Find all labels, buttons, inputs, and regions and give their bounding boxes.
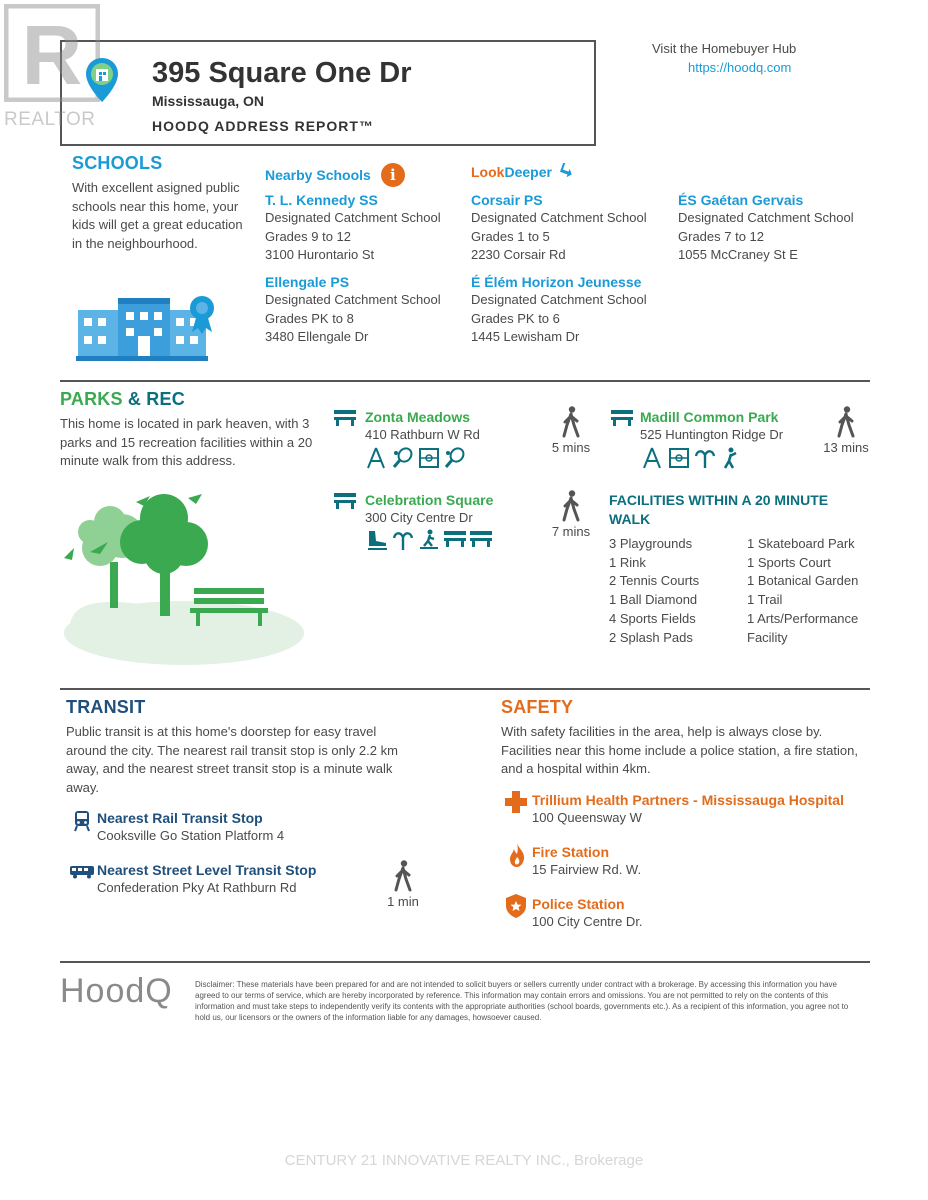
school-entry <box>265 273 465 347</box>
parks-description: This home is located in park heaven, with 3 parks and 15 recreation facilities within a 20 minute walk from this address. <box>60 416 313 468</box>
park-amenity-icons <box>366 529 490 549</box>
parks-title-a: PARKS <box>60 389 123 409</box>
facility-item: 4 Sports Fields <box>609 610 696 626</box>
facilities-left-col <box>609 535 747 647</box>
park-trees-illustration <box>60 488 308 673</box>
walking-person-icon <box>562 490 580 522</box>
bus-icon <box>70 865 94 884</box>
facility-item: 1 Ball Diamond <box>609 592 698 608</box>
svg-text:R: R <box>21 8 83 102</box>
tennis-icon <box>444 447 464 467</box>
school-name[interactable]: Ellengale PS <box>265 274 350 290</box>
safety-item-name[interactable]: Trillium Health Partners - Mississauga Hospital <box>532 792 844 808</box>
park-name[interactable]: Zonta Meadows <box>365 409 471 425</box>
walk-time-text: 7 mins <box>551 524 591 539</box>
street-stop-value: Confederation Pky At Rathburn Rd <box>97 880 297 895</box>
facilities-title: FACILITIES WITHIN A 20 MINUTE WALK <box>609 492 829 527</box>
school-address: 3100 Hurontario St <box>265 247 375 262</box>
park-address: 525 Huntington Ridge Dr <box>640 427 784 442</box>
school-address: 1445 Lewisham Dr <box>471 329 580 344</box>
tennis-icon <box>392 447 412 467</box>
divider-footer <box>60 961 870 963</box>
hospital-cross-icon <box>505 791 527 818</box>
ball-diamond-icon <box>720 447 740 467</box>
facility-item: 1 Skateboard Park <box>747 536 855 551</box>
parks-title <box>60 389 185 410</box>
brokerage-watermark: CENTURY 21 INNOVATIVE REALTY INC., Brokerage <box>284 1152 644 1169</box>
school-address: 1055 McCraney St E <box>678 247 798 262</box>
school-name[interactable]: ÉS Gaétan Gervais <box>678 192 804 208</box>
sports-field-icon <box>668 447 688 467</box>
walking-person-icon <box>562 406 580 438</box>
facilities-right-col <box>747 535 877 647</box>
lookdeeper-look: Look <box>471 163 505 180</box>
facility-item: 2 Tennis Courts <box>609 573 700 589</box>
facility-item: 2 Splash Pads <box>609 629 693 645</box>
park-address: 300 City Centre Dr <box>365 510 473 525</box>
playground-icon <box>366 447 386 467</box>
skateboard-icon <box>418 529 438 549</box>
school-name[interactable]: É Élém Horizon Jeunesse <box>471 274 642 290</box>
school-entry <box>471 273 671 347</box>
school-type: Designated Catchment School <box>471 292 647 307</box>
safety-item-address: 100 City Centre Dr. <box>532 914 643 929</box>
rail-stop-label: Nearest Rail Transit Stop <box>97 810 263 826</box>
walk-time-text: 13 mins <box>823 440 869 455</box>
report-label: HOODQ ADDRESS REPORT™ <box>152 118 374 134</box>
rail-stop-value: Cooksville Go Station Platform 4 <box>97 828 285 843</box>
splash-pad-icon <box>392 529 412 549</box>
arrow-down-icon <box>560 163 574 180</box>
facility-item: 1 Sports Court <box>747 554 831 570</box>
park-bench-icon <box>334 410 356 431</box>
info-icon[interactable]: i <box>381 163 405 187</box>
safety-item-address: 15 Fairview Rd. W. <box>532 862 642 877</box>
safety-item-name[interactable]: Police Station <box>532 896 625 912</box>
walk-time <box>546 406 596 455</box>
safety-item-name[interactable]: Fire Station <box>532 844 610 860</box>
schools-title: SCHOOLS <box>72 153 163 173</box>
hub-label: Visit the Homebuyer Hub <box>652 41 797 56</box>
walk-time-text: 5 mins <box>551 440 591 455</box>
school-type: Designated Catchment School <box>471 210 647 225</box>
playground-icon <box>642 447 662 467</box>
park-amenity-icons <box>642 447 740 467</box>
walk-time <box>380 860 426 909</box>
facilities-list <box>609 535 877 647</box>
sports-field-icon <box>418 447 438 467</box>
nearby-schools-label <box>265 163 405 187</box>
walking-person-icon <box>394 860 412 892</box>
rink-icon <box>366 529 386 549</box>
street-stop-label: Nearest Street Level Transit Stop <box>97 862 317 878</box>
lookdeeper-label[interactable] <box>471 163 574 180</box>
school-type: Designated Catchment School <box>265 210 441 225</box>
facility-item: 1 Arts/Performance Facility <box>747 610 859 645</box>
bench-icon <box>470 529 490 549</box>
transit-description: Public transit is at this home's doorstep for easy travel around the city. The nearest rail transit stop is only 2.2 km away, and the nearest street transit stop is a minute walk away. <box>66 724 398 795</box>
school-entry <box>678 191 878 265</box>
hoodq-logo[interactable]: HoodQ <box>60 972 173 1010</box>
transit-title: TRANSIT <box>66 697 146 717</box>
parks-title-b: & REC <box>127 389 185 409</box>
walking-person-icon <box>837 406 855 438</box>
property-city: Mississauga, ON <box>152 93 265 109</box>
school-name[interactable]: T. L. Kennedy SS <box>265 192 378 208</box>
walk-time <box>546 490 596 539</box>
park-bench-icon <box>334 493 356 514</box>
school-type: Designated Catchment School <box>678 210 854 225</box>
facility-item: 1 Botanical Garden <box>747 573 859 589</box>
police-badge-icon <box>506 894 526 923</box>
school-grades: Grades PK to 8 <box>265 310 354 326</box>
schools-description: With excellent asigned public schools near this home, your kids will get a great education in the neighbourhood. <box>72 180 243 251</box>
house-pin-icon <box>84 56 120 109</box>
flame-icon <box>509 843 525 872</box>
disclaimer-text: Disclaimer: These materials have been prepared for and are not intended to solicit buyers or sellers currently under contract with a brokerage. By accessing this information you have agreed to our terms of service, which are hereby incorporated by reference. This information may contain errors and omissions. You are not permitted to rely on the contents of this information and must take steps to independently verify its contents with the appropriate authorities (school boards, governments etc.). As a recipient of this information, you agree not to hold us, our licensors or the owners of the information liable for any damages, howsoever caused. <box>195 980 849 1022</box>
splash-pad-icon <box>694 447 714 467</box>
divider-schools <box>60 380 870 382</box>
lookdeeper-deeper: Deeper <box>504 163 552 180</box>
school-building-illustration <box>76 292 218 367</box>
school-entry <box>471 191 671 265</box>
school-grades: Grades 7 to 12 <box>678 228 764 244</box>
school-address: 3480 Ellengale Dr <box>265 329 369 344</box>
divider-parks <box>60 688 870 690</box>
hub-link[interactable]: https://hoodq.com <box>688 60 792 75</box>
property-address: 395 Square One Dr <box>152 57 412 89</box>
school-name[interactable]: Corsair PS <box>471 192 543 208</box>
realtor-wordmark: REALTOR <box>4 109 96 130</box>
safety-item-address: 100 Queensway W <box>532 810 642 825</box>
park-address: 410 Rathburn W Rd <box>365 427 480 442</box>
walk-time <box>818 406 874 455</box>
facility-item: 1 Trail <box>747 592 783 608</box>
safety-title: SAFETY <box>501 697 574 717</box>
nearby-schools-text: Nearby Schools <box>265 167 371 183</box>
bench-icon <box>444 529 464 549</box>
train-icon <box>74 810 90 837</box>
school-type: Designated Catchment School <box>265 292 441 307</box>
park-bench-icon <box>611 410 633 431</box>
school-address: 2230 Corsair Rd <box>471 247 566 262</box>
park-name[interactable]: Madill Common Park <box>640 409 779 425</box>
park-name[interactable]: Celebration Square <box>365 492 494 508</box>
safety-description: With safety facilities in the area, help is always close by. Facilities near this home include a police station, a fire station, and a hospital within 4km. <box>501 724 858 776</box>
facility-item: 3 Playgrounds <box>609 536 693 551</box>
school-entry <box>265 191 465 265</box>
park-amenity-icons <box>366 447 464 467</box>
school-grades: Grades 1 to 5 <box>471 228 550 244</box>
school-grades: Grades PK to 6 <box>471 310 560 326</box>
facility-item: 1 Rink <box>609 554 646 570</box>
walk-time-text: 1 min <box>387 894 419 909</box>
school-grades: Grades 9 to 12 <box>265 228 351 244</box>
